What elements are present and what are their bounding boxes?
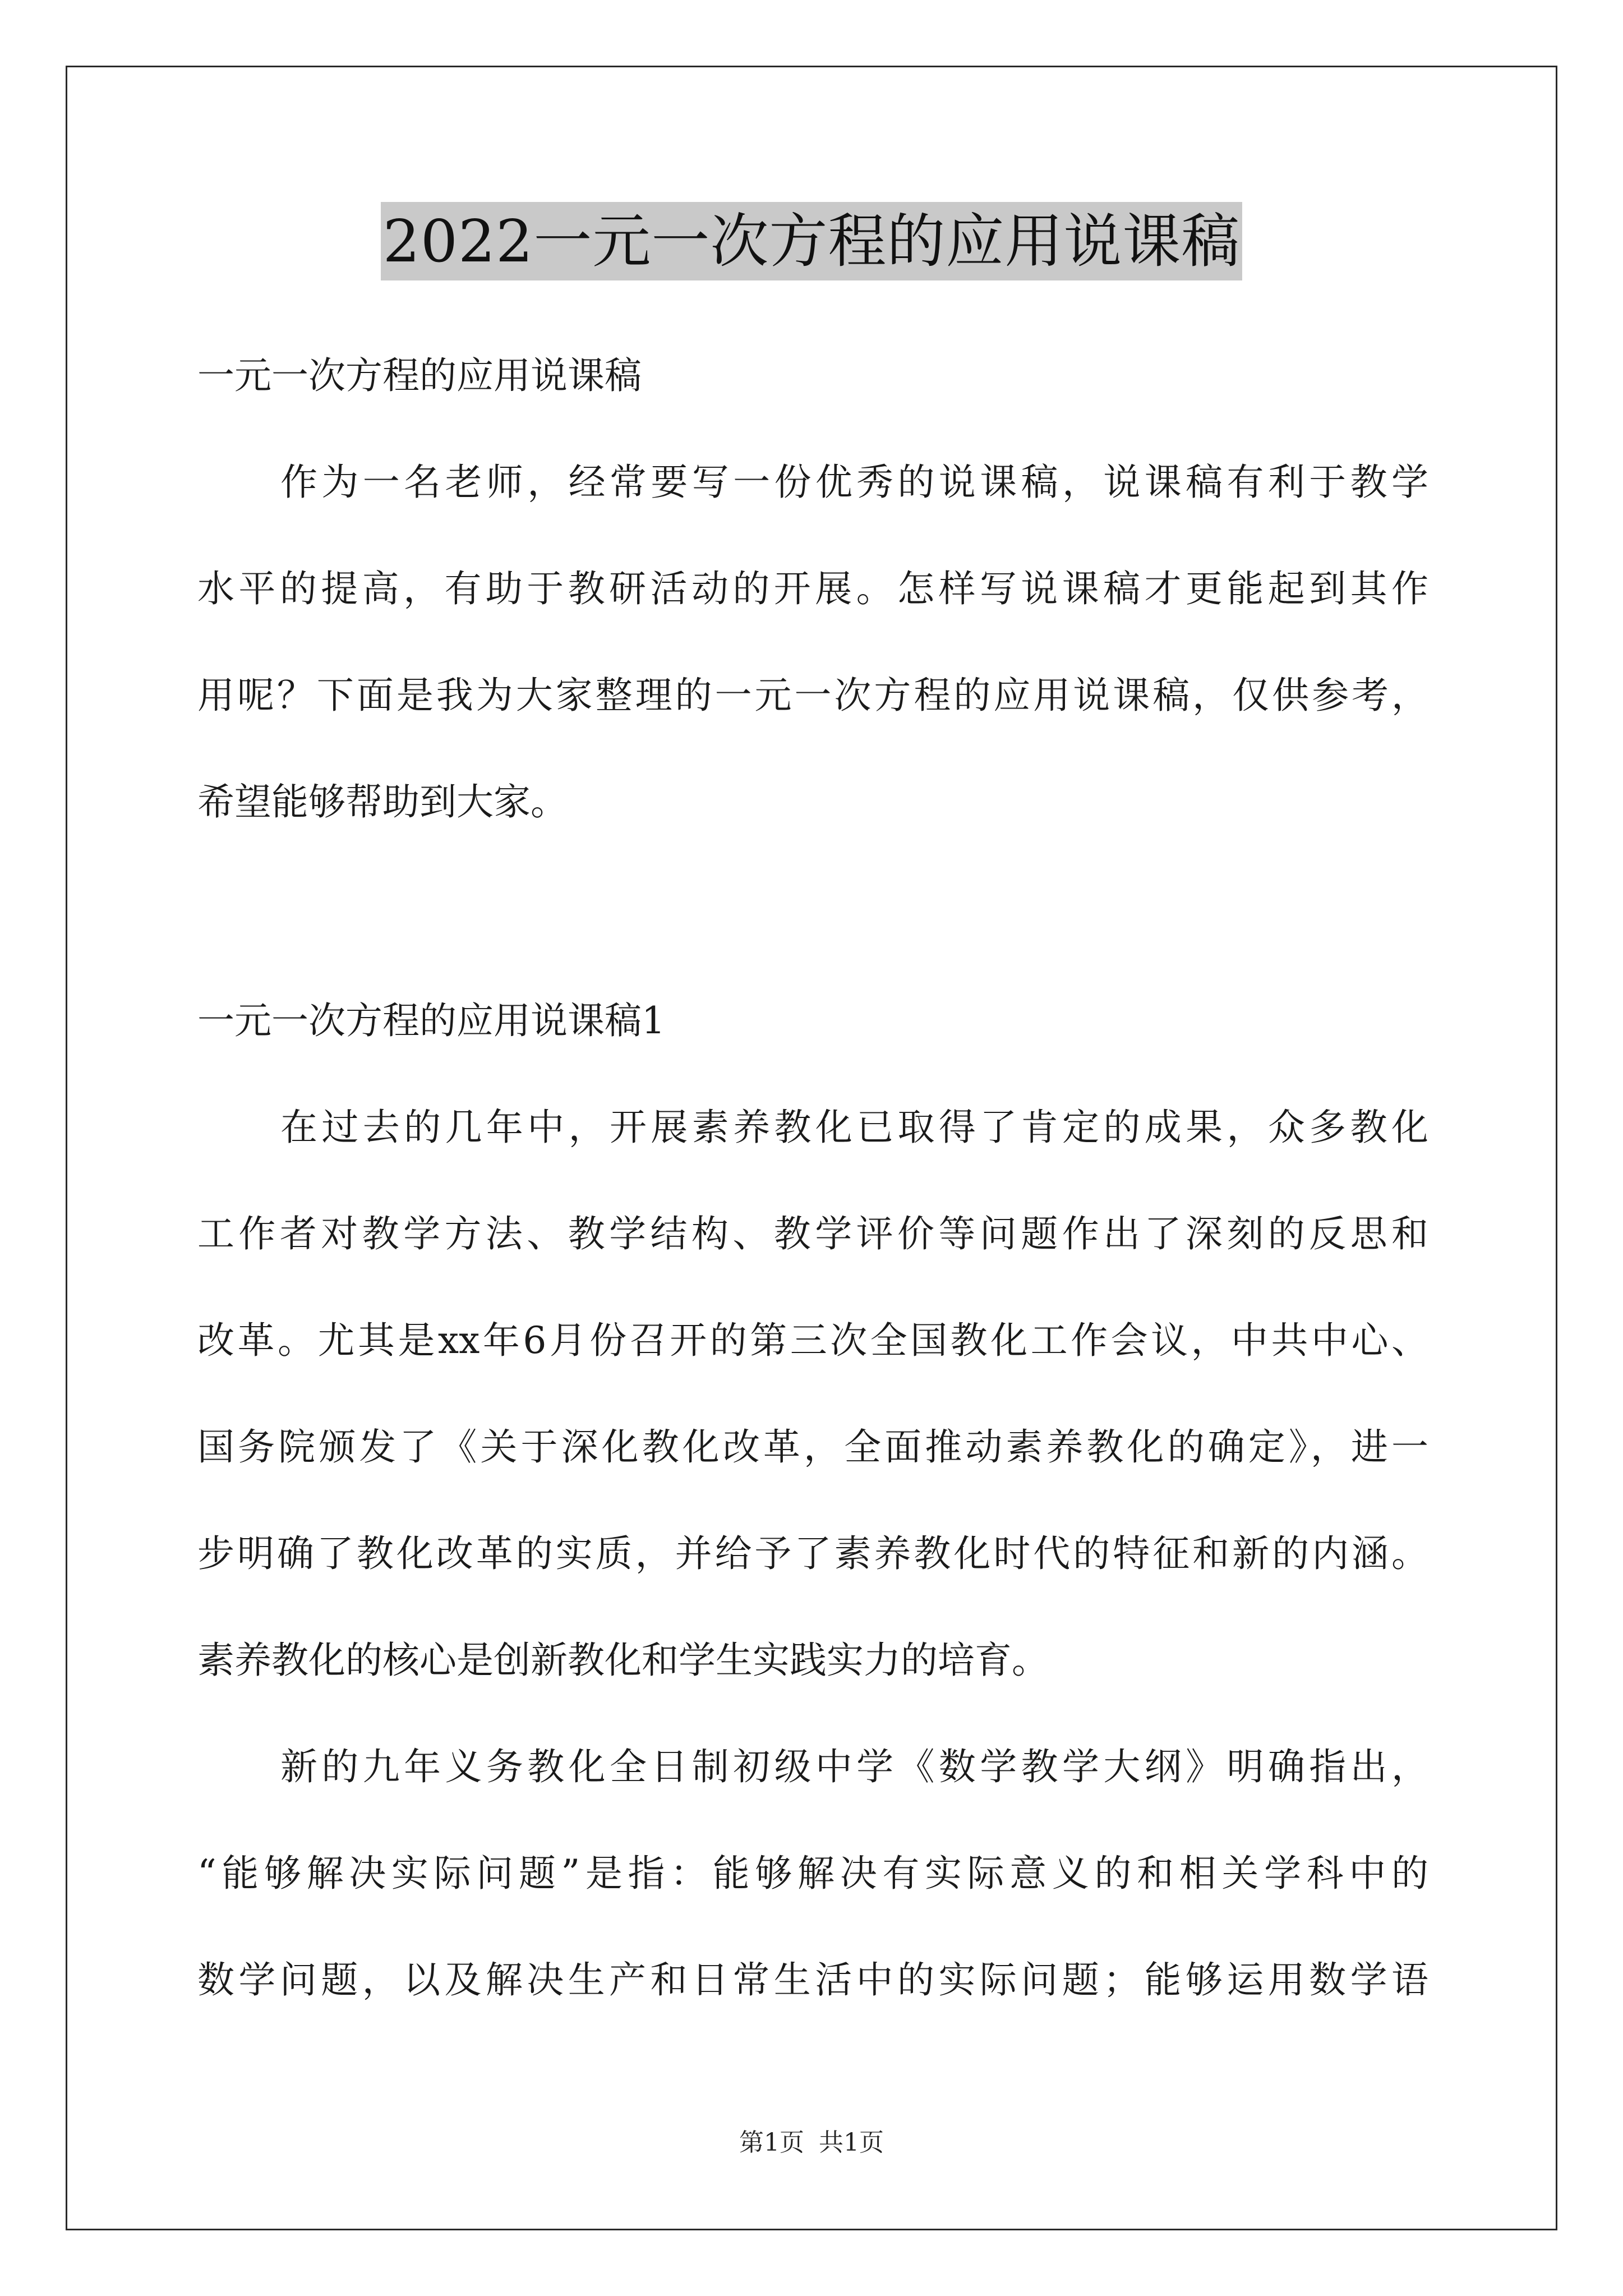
paragraph-line: 素养教化的核心是创新教化和学生实践实力的培育。 (197, 1639, 1049, 1682)
title-wrapper (0, 202, 1623, 280)
document-title: 2022一元一次方程的应用说课稿 (381, 202, 1243, 280)
paragraph-line: 数学问题，以及解决生产和日常生活中的实际问题；能够运用数学语 (197, 1958, 1428, 2001)
paragraph-line: 步明确了教化改革的实质，并给予了素养教化时代的特征和新的内涵。 (197, 1532, 1428, 1575)
paragraph-line: 国务院颁发了《关于深化教化改革，全面推动素养教化的确定》，进一 (197, 1425, 1428, 1469)
page-total: 共1页 (819, 2128, 884, 2157)
paragraph-line: 在过去的几年中，开展素养教化已取得了肯定的成果，众多教化 (280, 1106, 1428, 1149)
intro-line: 作为一名老师，经常要写一份优秀的说课稿，说课稿有利于教学 (280, 461, 1428, 504)
page-number: 第1页 (739, 2128, 804, 2157)
paragraph-line: 新的九年义务教化全日制初级中学《数学教学大纲》明确指出， (280, 1745, 1428, 1788)
page-footer (0, 2126, 1623, 2160)
paragraph-line: “能够解决实际问题”是指：能够解决有实际意义的和相关学科中的 (197, 1852, 1428, 1895)
section-heading: 一元一次方程的应用说课稿1 (197, 999, 665, 1042)
paragraph-line: 改革。尤其是xx年6月份召开的第三次全国教化工作会议，中共中心、 (197, 1319, 1428, 1362)
paragraph-line: 工作者对教学方法、教学结构、教学评价等问题作出了深刻的反思和 (197, 1212, 1428, 1255)
document-subtitle: 一元一次方程的应用说课稿 (197, 354, 642, 397)
intro-line: 用呢？下面是我为大家整理的一元一次方程的应用说课稿，仅供参考， (197, 674, 1428, 717)
intro-line: 希望能够帮助到大家。 (197, 780, 568, 823)
intro-line: 水平的提高，有助于教研活动的开展。怎样写说课稿才更能起到其作 (197, 567, 1428, 610)
